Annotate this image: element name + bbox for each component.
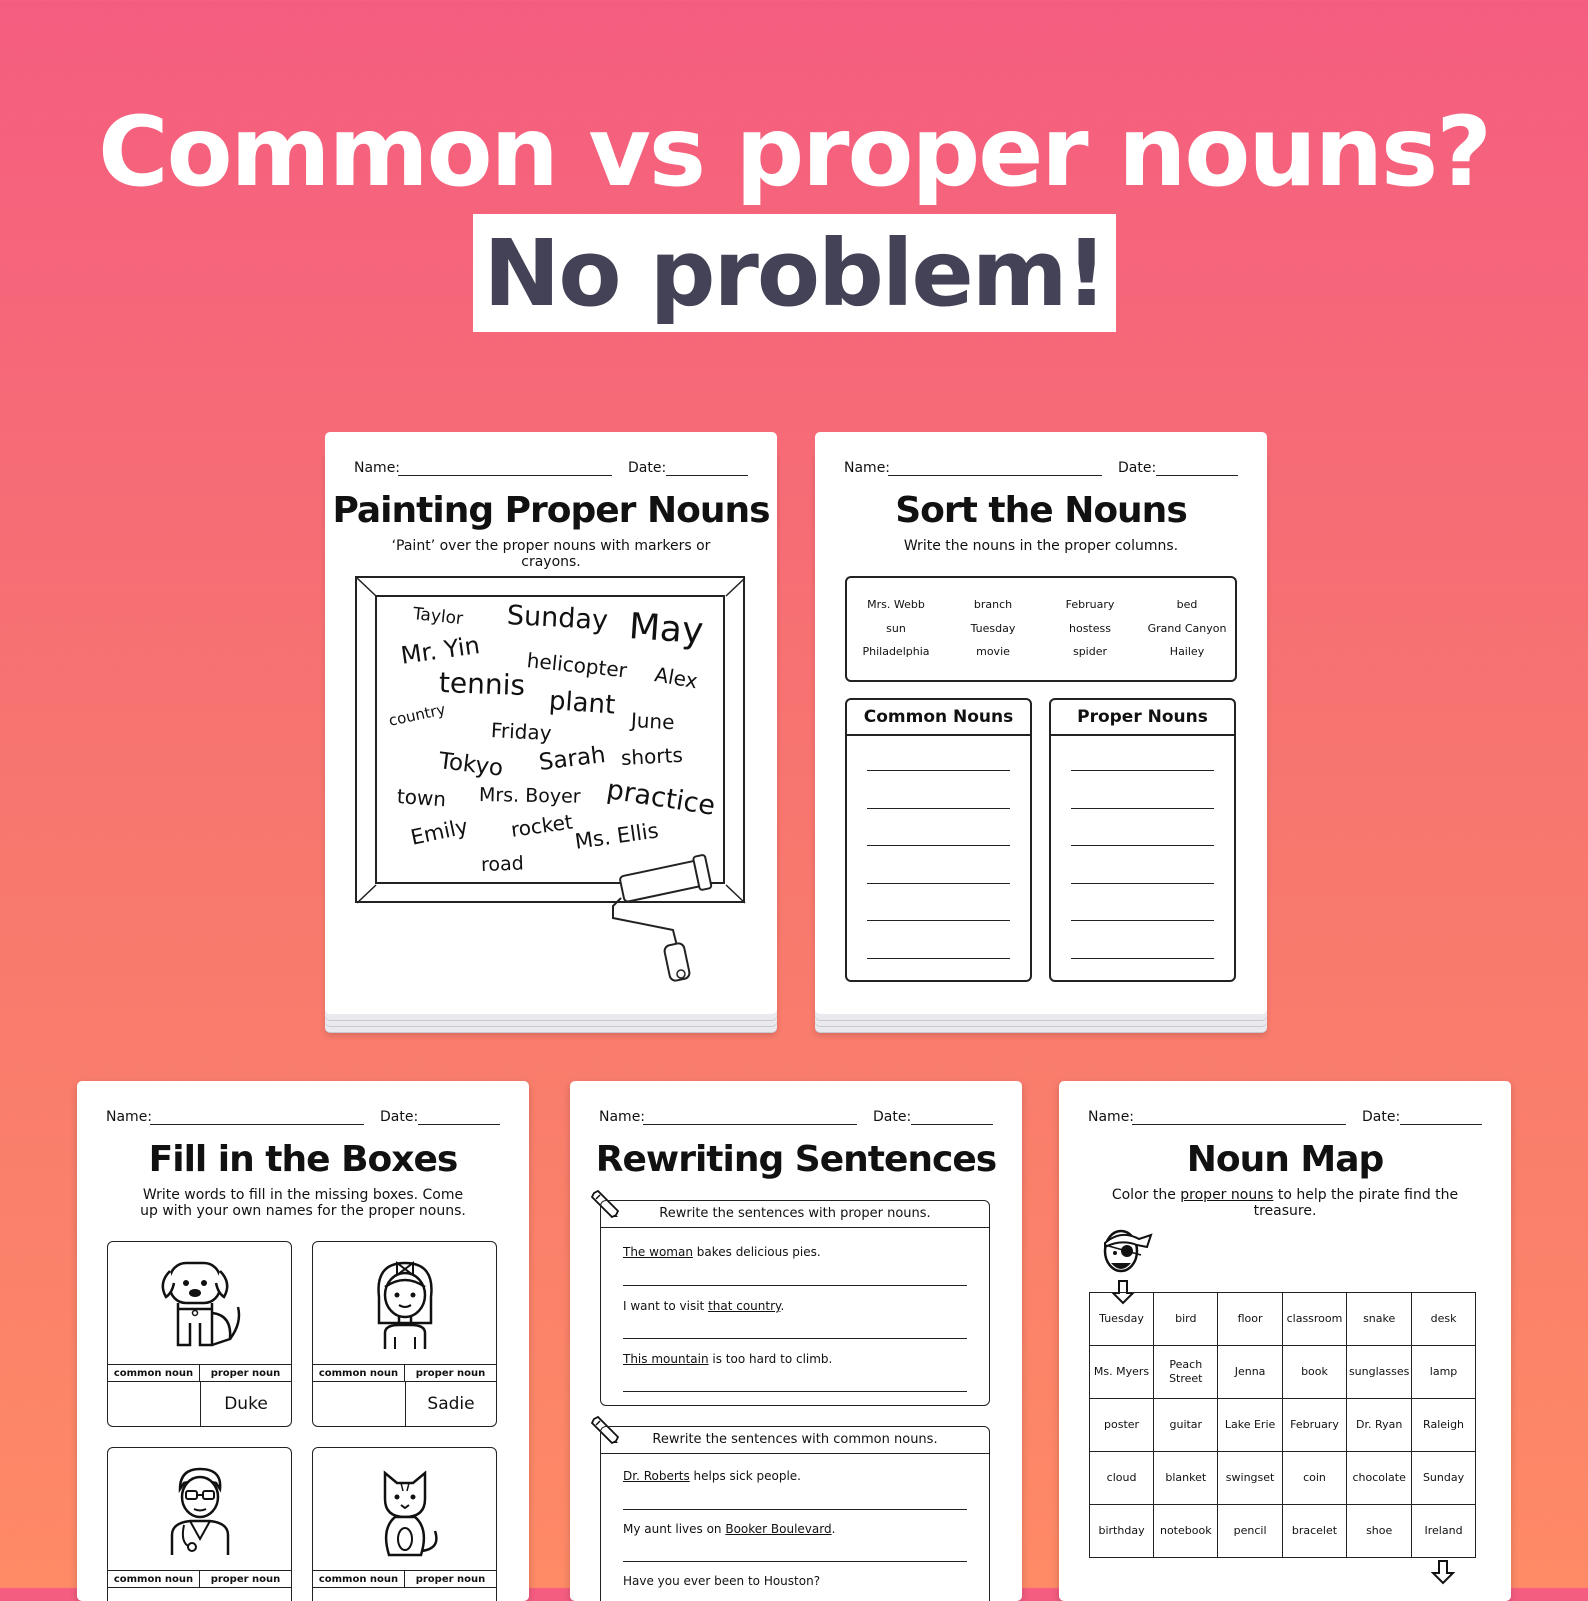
girl-icon xyxy=(355,1253,455,1353)
pirate-icon xyxy=(1097,1223,1157,1279)
map-cell: chocolate xyxy=(1347,1452,1412,1505)
banner xyxy=(473,214,1116,332)
map-cell: Dr. Ryan xyxy=(1347,1399,1412,1452)
headline: Common vs proper nouns? xyxy=(98,96,1490,208)
worksheet-title: Fill in the Boxes xyxy=(148,1139,458,1180)
map-cell: guitar xyxy=(1154,1399,1218,1452)
word-bank-item: branch xyxy=(973,598,1013,611)
proper-noun-label: proper noun xyxy=(405,1364,496,1382)
worksheet-subtitle: Write the nouns in the proper columns. xyxy=(903,538,1179,554)
painting-word: shorts xyxy=(620,742,684,770)
sentence: My aunt lives on Booker Boulevard. xyxy=(623,1522,836,1536)
painting-word: country xyxy=(387,700,447,730)
worksheet-title: Rewriting Sentences xyxy=(595,1139,997,1180)
painting-word: Alex xyxy=(652,662,700,694)
worksheet-title: Painting Proper Nouns xyxy=(332,490,770,531)
map-cell: sunglasses xyxy=(1347,1346,1412,1399)
map-cell: poster xyxy=(1090,1399,1154,1452)
worksheet-title: Noun Map xyxy=(1186,1139,1384,1180)
proper-noun-answer: Duke xyxy=(200,1382,291,1426)
painting-word: town xyxy=(396,784,447,812)
column-heading: Common Nouns xyxy=(847,700,1030,736)
painting-word: helicopter xyxy=(525,648,629,683)
map-cell: Tuesday xyxy=(1090,1293,1154,1346)
rewrite-section-common xyxy=(600,1426,990,1601)
rewrite-section-proper xyxy=(600,1200,990,1406)
sentence: This mountain is too hard to climb. xyxy=(623,1352,833,1366)
map-cell: Ireland xyxy=(1412,1505,1476,1558)
worksheet-subtitle: Color the proper nouns to help the pirate find the treasure. xyxy=(1111,1187,1459,1219)
proper-noun-label: proper noun xyxy=(405,1570,496,1588)
name-date-row xyxy=(599,1109,993,1127)
name-label: Name: xyxy=(354,460,401,476)
painting-word: May xyxy=(627,606,705,653)
proper-nouns-column xyxy=(1049,698,1236,982)
sentence: Dr. Roberts helps sick people. xyxy=(623,1469,801,1483)
painting-word: practice xyxy=(604,774,718,822)
map-cell: Raleigh xyxy=(1412,1399,1476,1452)
section-instruction: Rewrite the sentences with common nouns. xyxy=(601,1427,989,1454)
word-bank-item: hostess xyxy=(1069,622,1111,635)
painting-word: Sunday xyxy=(506,600,609,637)
map-cell: coin xyxy=(1282,1452,1347,1505)
proper-noun-answer: Sadie xyxy=(405,1382,496,1426)
worksheet-noun-map xyxy=(1059,1081,1511,1601)
name-label: Name: xyxy=(106,1109,153,1125)
word-bank xyxy=(845,576,1237,682)
map-cell: floor xyxy=(1218,1293,1282,1346)
painting-word: tennis xyxy=(438,666,526,702)
worksheet-fill-boxes xyxy=(77,1081,529,1601)
map-cell: blanket xyxy=(1154,1452,1218,1505)
painting-word: Tokyo xyxy=(437,748,505,782)
worksheet-subtitle: ‘Paint’ over the proper nouns with markers or crayons. xyxy=(391,538,711,570)
map-cell: pencil xyxy=(1218,1505,1282,1558)
map-cell: lamp xyxy=(1412,1346,1476,1399)
word-bank-item: Mrs. Webb xyxy=(867,598,925,611)
banner-text: No problem! xyxy=(483,219,1106,327)
map-cell: cloud xyxy=(1090,1452,1154,1505)
map-cell: swingset xyxy=(1218,1452,1282,1505)
painting-word: June xyxy=(630,708,676,735)
map-cell: classroom xyxy=(1282,1293,1347,1346)
section-instruction: Rewrite the sentences with proper nouns. xyxy=(601,1201,989,1228)
word-bank-item: Grand Canyon xyxy=(1147,622,1227,635)
painting-word: rocket xyxy=(509,809,575,842)
name-label: Name: xyxy=(1088,1109,1135,1125)
worksheet-painting xyxy=(325,432,777,1014)
painting-word: Sarah xyxy=(537,741,607,776)
sentence: The woman bakes delicious pies. xyxy=(623,1245,821,1259)
painting-word: Mr. Yin xyxy=(399,631,482,670)
word-bank-item: bed xyxy=(1176,598,1198,611)
name-date-row xyxy=(1088,1109,1482,1127)
painting-word: Ms. Ellis xyxy=(573,818,660,854)
fill-box-cat xyxy=(312,1447,497,1601)
map-cell: Sunday xyxy=(1412,1452,1476,1505)
proper-noun-label: proper noun xyxy=(200,1570,291,1588)
word-bank-item: Hailey xyxy=(1169,645,1205,658)
map-cell: birthday xyxy=(1090,1505,1154,1558)
word-bank-item: sun xyxy=(886,622,906,635)
date-label: Date: xyxy=(873,1109,912,1125)
sentence: Have you ever been to Houston? xyxy=(623,1574,821,1588)
map-cell: Ms. Myers xyxy=(1090,1346,1154,1399)
painting-word: plant xyxy=(547,686,617,721)
worksheet-sort xyxy=(815,432,1267,1014)
name-label: Name: xyxy=(599,1109,646,1125)
map-cell: Lake Erie xyxy=(1218,1399,1282,1452)
common-noun-label: common noun xyxy=(108,1570,200,1588)
common-noun-label: common noun xyxy=(108,1364,200,1382)
fill-box-doctor xyxy=(107,1447,292,1601)
name-label: Name: xyxy=(844,460,891,476)
worksheet-rewriting xyxy=(570,1081,1022,1601)
fill-box-girl xyxy=(312,1241,497,1427)
date-label: Date: xyxy=(380,1109,419,1125)
painting-word: Friday xyxy=(490,718,553,746)
word-bank-item: Tuesday xyxy=(970,622,1016,635)
paint-roller-icon xyxy=(607,850,727,990)
doctor-icon xyxy=(150,1459,250,1559)
painting-word: Emily xyxy=(408,814,471,850)
noun-map-grid xyxy=(1089,1292,1476,1558)
word-bank-item: Philadelphia xyxy=(862,645,930,658)
date-label: Date: xyxy=(628,460,667,476)
arrow-down-icon xyxy=(1431,1559,1455,1585)
column-heading: Proper Nouns xyxy=(1051,700,1234,736)
painting-word: Mrs. Boyer xyxy=(478,784,581,808)
map-cell: Jenna xyxy=(1218,1346,1282,1399)
map-cell: desk xyxy=(1412,1293,1476,1346)
dog-icon xyxy=(150,1253,250,1353)
map-cell: notebook xyxy=(1154,1505,1218,1558)
painting-word: Taylor xyxy=(411,604,464,630)
name-date-row xyxy=(844,460,1238,478)
painting-word: road xyxy=(480,852,525,876)
map-cell: snake xyxy=(1347,1293,1412,1346)
worksheet-subtitle: Write words to fill in the missing boxes. Come up with your own names for the proper nouns. xyxy=(140,1187,466,1219)
cat-icon xyxy=(355,1459,455,1559)
common-noun-label: common noun xyxy=(313,1364,405,1382)
name-date-row xyxy=(106,1109,500,1127)
date-label: Date: xyxy=(1362,1109,1401,1125)
map-cell: book xyxy=(1282,1346,1347,1399)
map-cell: February xyxy=(1282,1399,1347,1452)
worksheet-title: Sort the Nouns xyxy=(895,490,1187,531)
word-bank-item: movie xyxy=(976,645,1010,658)
word-bank-item: spider xyxy=(1072,645,1108,658)
map-cell: Peach Street xyxy=(1154,1346,1218,1399)
map-cell: bird xyxy=(1154,1293,1218,1346)
common-noun-label: common noun xyxy=(313,1570,405,1588)
proper-noun-label: proper noun xyxy=(200,1364,291,1382)
date-label: Date: xyxy=(1118,460,1157,476)
sentence: I want to visit that country. xyxy=(623,1299,785,1313)
fill-box-dog xyxy=(107,1241,292,1427)
word-bank-item: February xyxy=(1065,598,1115,611)
map-cell: shoe xyxy=(1347,1505,1412,1558)
name-date-row xyxy=(354,460,748,478)
map-cell: bracelet xyxy=(1282,1505,1347,1558)
common-nouns-column xyxy=(845,698,1032,982)
